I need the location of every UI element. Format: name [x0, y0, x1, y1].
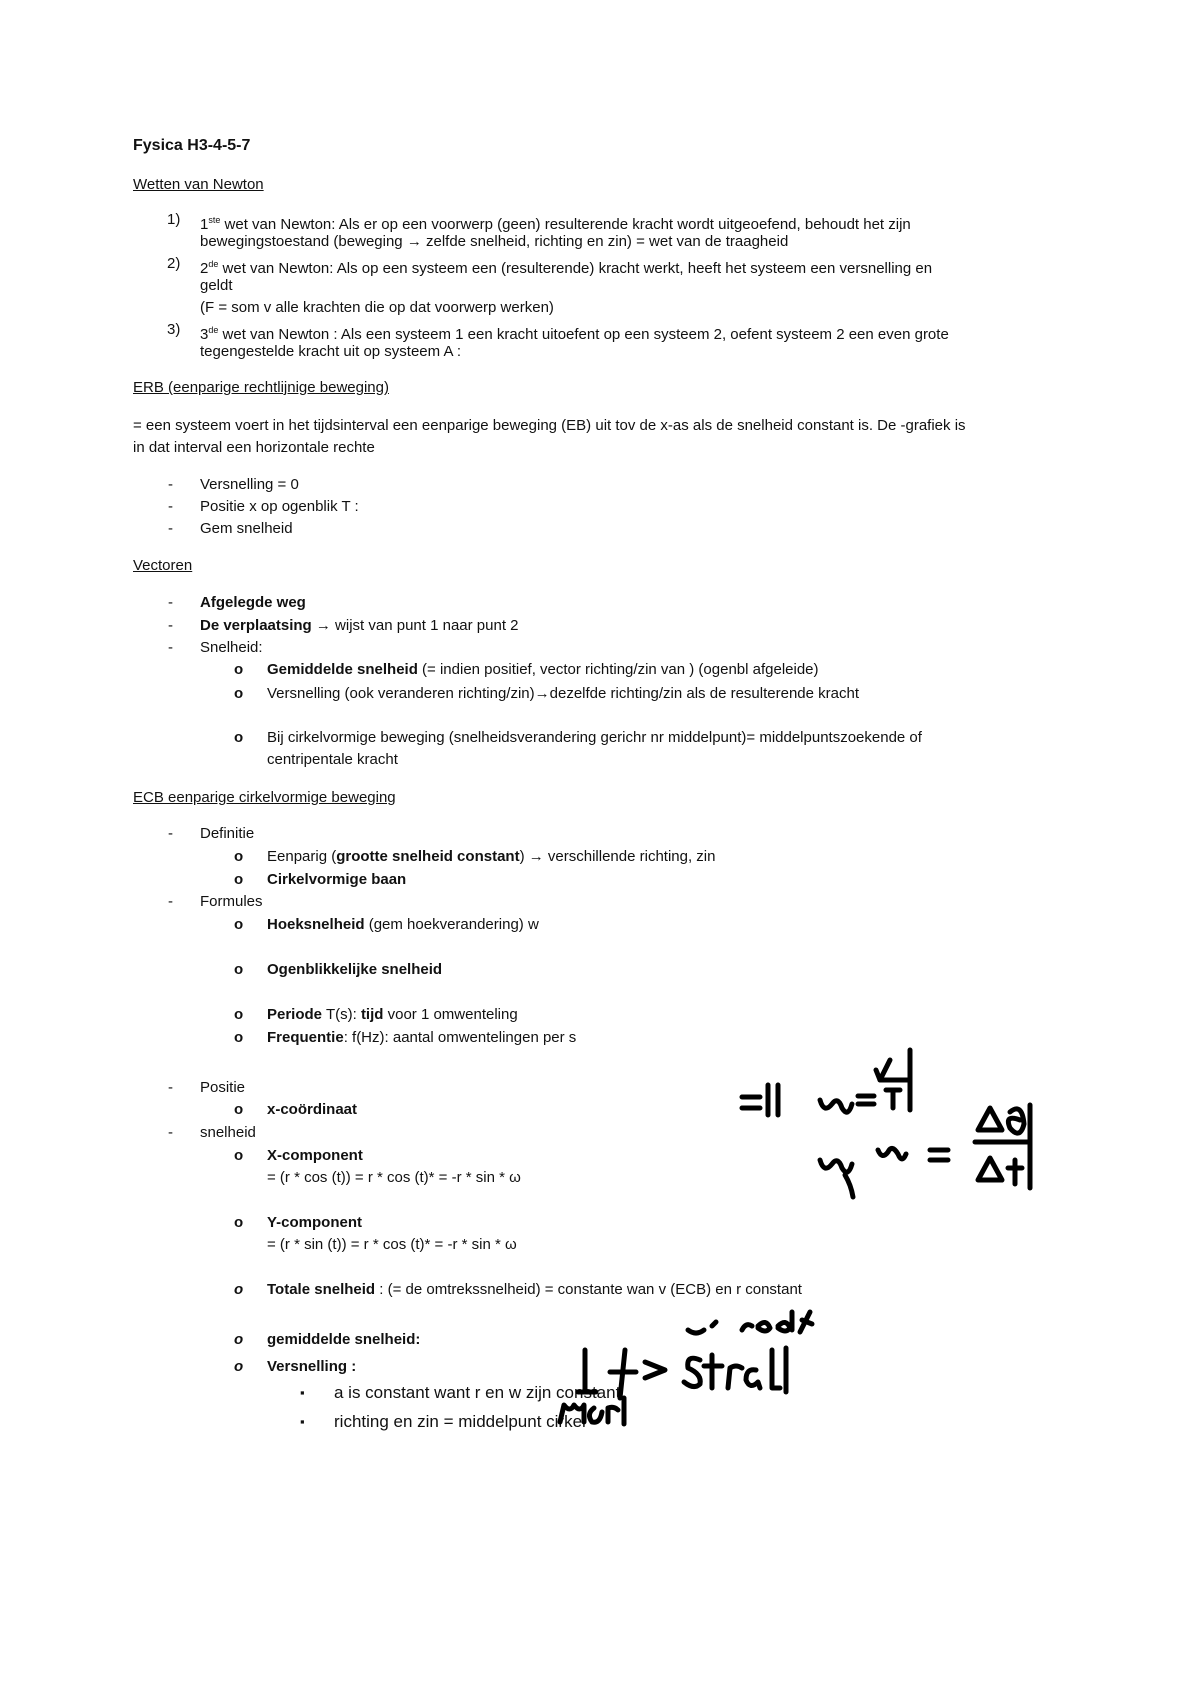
- list-item-continued: tegengestelde kracht uit op systeem A :: [200, 343, 461, 360]
- circle-bullet: o: [234, 1029, 244, 1046]
- circle-bullet: o: [234, 1101, 244, 1118]
- handwritten-omega-formula-1: [742, 1050, 910, 1115]
- list-item: 3de wet van Newton : Als een systeem 1 een kracht uitoefent op een systeem 2, oefent systeem 2 een even grote: [200, 325, 949, 343]
- sub-list-item-continued: centripentale kracht: [267, 751, 398, 768]
- circle-bullet: o: [234, 916, 244, 933]
- sub-list-item: Ogenblikkelijke snelheid: [267, 961, 443, 978]
- sub-list-item: x-coördinaat: [267, 1101, 358, 1118]
- circle-bullet: o: [234, 871, 244, 888]
- sub-list-item: Periode T(s): tijd voor 1 omwenteling: [267, 1006, 518, 1023]
- circle-bullet: o: [234, 1147, 244, 1164]
- formula-line: = (r * sin (t)) = r * cos (t)* = -r * sin * ω: [267, 1236, 517, 1253]
- square-bullet: ▪: [300, 1414, 305, 1429]
- list-item: De verplaatsing → wijst van punt 1 naar punt 2: [200, 617, 519, 634]
- page-title: Fysica H3-4-5-7: [133, 137, 251, 154]
- sub-list-item: Cirkelvormige baan: [267, 871, 407, 888]
- sub-list-item: Totale snelheid : (= de omtrekssnelheid) = constante wan v (ECB) en r constant: [267, 1281, 802, 1298]
- section-heading-ecb: ECB eenparige cirkelvormige beweging: [133, 789, 396, 806]
- dash-bullet: -: [168, 594, 173, 611]
- handwritten-straal-note: [560, 1348, 786, 1424]
- list-item: Versnelling = 0: [200, 476, 299, 493]
- list-item: snelheid: [200, 1124, 256, 1141]
- circle-bullet: o: [234, 1358, 244, 1375]
- dash-bullet: -: [168, 617, 173, 634]
- list-item: Gem snelheid: [200, 520, 293, 537]
- sub-sub-list-item: a is constant want r en w zijn constant: [334, 1383, 621, 1402]
- dash-bullet: -: [168, 1124, 173, 1141]
- circle-bullet: o: [234, 729, 244, 746]
- list-item: Positie: [200, 1079, 246, 1096]
- list-item: Formules: [200, 893, 263, 910]
- dash-bullet: -: [168, 476, 173, 493]
- circle-bullet: o: [234, 848, 244, 865]
- list-item-continued: (F = som v alle krachten die op dat voorwerp werken): [200, 299, 554, 316]
- circle-bullet: o: [234, 961, 244, 978]
- circle-bullet: o: [234, 1006, 244, 1023]
- list-item: Positie x op ogenblik T :: [200, 498, 359, 515]
- paragraph: = een systeem voert in het tijdsinterval een eenparige beweging (EB) uit tov de x-as als de snelheid constant is. De -grafiek is: [133, 417, 966, 434]
- sub-list-item: X-component: [267, 1147, 363, 1164]
- sub-list-item: Versnelling (ook veranderen richting/zin)→dezelfde richting/zin als de resulterende kracht: [267, 685, 859, 702]
- dash-bullet: -: [168, 520, 173, 537]
- list-marker: 3): [167, 321, 181, 338]
- dash-bullet: -: [168, 825, 173, 842]
- list-item-continued: bewegingstoestand (beweging → zelfde snelheid, richting en zin) = wet van de traagheid: [200, 233, 789, 250]
- handwritten-omega-formula-2: [820, 1105, 1030, 1197]
- sub-sub-list-item: richting en zin = middelpunt cirkel: [334, 1412, 586, 1431]
- formula-line: = (r * cos (t)) = r * cos (t)* = -r * sin * ω: [267, 1169, 521, 1186]
- section-heading-newton: Wetten van Newton: [133, 176, 264, 193]
- sub-list-item: Frequentie: f(Hz): aantal omwentelingen per s: [267, 1029, 577, 1046]
- circle-bullet: o: [234, 1214, 244, 1231]
- circle-bullet: o: [234, 1281, 244, 1298]
- square-bullet: ▪: [300, 1385, 305, 1400]
- list-item: Snelheid:: [200, 639, 263, 656]
- dash-bullet: -: [168, 639, 173, 656]
- circle-bullet: o: [234, 661, 244, 678]
- circle-bullet: o: [234, 1331, 244, 1348]
- section-heading-vectoren: Vectoren: [133, 557, 193, 574]
- list-marker: 1): [167, 211, 181, 228]
- sub-list-item: Y-component: [267, 1214, 363, 1231]
- dash-bullet: -: [168, 893, 173, 910]
- handwritten-rad-note: [688, 1312, 812, 1333]
- paragraph: in dat interval een horizontale rechte: [133, 439, 375, 456]
- list-item-continued: geldt: [200, 277, 233, 294]
- sub-list-item: Hoeksnelheid (gem hoekverandering) w: [267, 916, 539, 933]
- list-item: Definitie: [200, 825, 255, 842]
- circle-bullet: o: [234, 685, 244, 702]
- sub-list-item: Versnelling :: [267, 1358, 357, 1375]
- list-marker: 2): [167, 255, 181, 272]
- list-item: 1ste wet van Newton: Als er op een voorwerp (geen) resulterende kracht wordt uitgeoefend, behoudt het zijn: [200, 215, 911, 233]
- list-item: 2de wet van Newton: Als op een systeem een (resulterende) kracht werkt, heeft het systeem een versnelling en: [200, 259, 933, 277]
- dash-bullet: -: [168, 498, 173, 515]
- list-item: Afgelegde weg: [200, 594, 306, 611]
- sub-list-item: Eenparig (grootte snelheid constant) → verschillende richting, zin: [267, 848, 716, 865]
- dash-bullet: -: [168, 1079, 173, 1096]
- sub-list-item: Bij cirkelvormige beweging (snelheidsverandering gerichr nr middelpunt)= middelpuntszoekende of: [267, 729, 922, 746]
- sub-list-item: Gemiddelde snelheid (= indien positief, vector richting/zin van ) (ogenbl afgeleide): [267, 661, 819, 678]
- section-heading-erb: ERB (eenparige rechtlijnige beweging): [133, 379, 389, 396]
- sub-list-item: gemiddelde snelheid:: [267, 1331, 421, 1348]
